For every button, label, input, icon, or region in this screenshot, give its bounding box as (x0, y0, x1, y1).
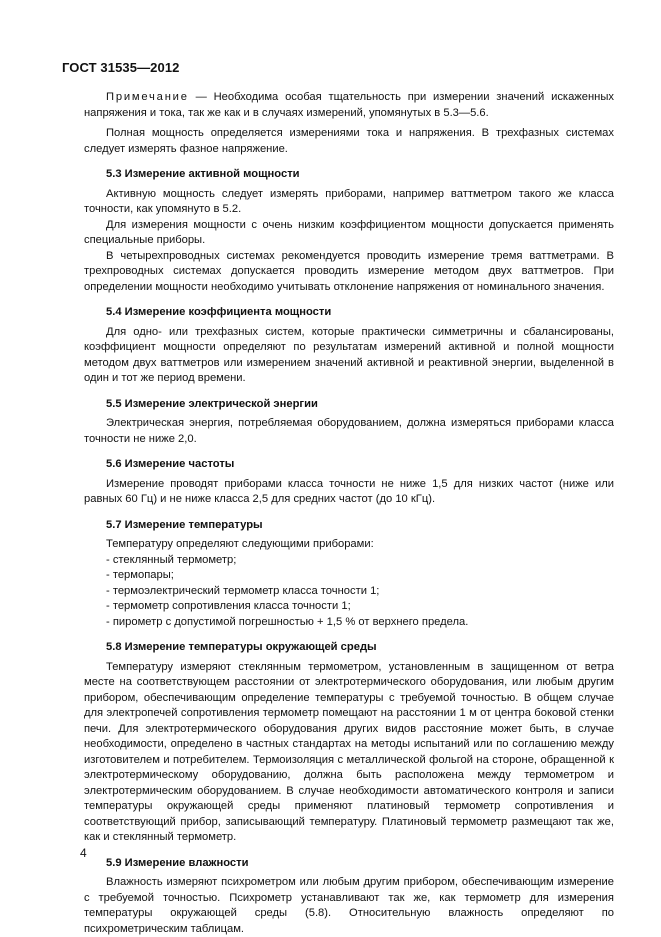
paragraph: Для измерения мощности с очень низким коэффициентом мощности допускается применять специальные приборы. (84, 218, 614, 246)
instrument-list (84, 553, 614, 631)
note-paragraph (84, 90, 614, 121)
intro-paragraph: Полная мощность определяется измерениями тока и напряжения. В трехфазных системах следует измерять фазное напряжение. (84, 127, 614, 155)
paragraph: Электрическая энергия, потребляемая оборудованием, должна измеряться приборами класса точности не ниже 2,0. (84, 417, 614, 445)
paragraph: В четырехпроводных системах рекомендуется проводить измерение тремя ваттметрами. В трехпроводных системах допускается проводить измерение методом двух ваттметров. При определении мощности необходимо учитывать отклонение напряжения от номинального значения. (84, 249, 614, 293)
list-item: - стеклянный термометр; (106, 553, 237, 566)
section-heading-5-6: 5.6 Измерение частоты (106, 458, 235, 470)
page-number: 4 (80, 846, 87, 860)
paragraph: Влажность измеряют психрометром или любым другим прибором, обеспечивающим измерение с требуемой точностью. Психрометр устанавливают так же, как термометр для измерения температуры окружающей среды (5.8). Относительную влажность определяют по психрометрическим таблицам. (84, 876, 614, 935)
note-text: — Необходима особая тщательность при измерении значений искаженных напряжения и тока, так же как и в случаях измерений, упомянутых в 5.3—5.6. (84, 91, 614, 119)
page-header: ГОСТ 31535—2012 (62, 60, 180, 75)
note-label: Примечание (106, 91, 189, 103)
section-heading-5-5: 5.5 Измерение электрической энергии (106, 397, 318, 410)
section-heading-5-3: 5.3 Измерение активной мощности (106, 168, 300, 180)
section-heading-5-8: 5.8 Измерение температуры окружающей среды (106, 641, 377, 653)
paragraph: Температуру определяют следующими приборами: (106, 538, 374, 550)
list-item: - термопары; (106, 569, 174, 581)
list-item: - пирометр с допустимой погрешностью + 1,5 % от верхнего предела. (106, 615, 469, 628)
section-heading-5-4: 5.4 Измерение коэффициента мощности (106, 306, 332, 318)
section-heading-5-7: 5.7 Измерение температуры (106, 518, 263, 531)
paragraph: Температуру измеряют стеклянным термометром, установленным в защищенном от ветра месте на соответствующем расстоянии от электротермического оборудования, или любым другим прибором, обеспечивающим определение температуры с требуемой точностью. В общем случае для электропечей сопротивления термометр помещают на расстоянии 1 м от центра боковой стенки печи. Для электротермического оборудования других видов расстояние может быть, в случае необходимости, определено в частных стандартах на методы испытаний или по соглашению между изготовителем и потребителем. Термоизоляция с металлической фольгой на стороне, обращенной к электротермическому оборудованию, должна быть расположена между термометром и электротермическим оборудованием. В случае необходимости автоматического контроля и записи температуры окружающей среды применяют платиновый термометр сопротивления и соответствующий прибор, записывающий температуру. Платиновый термометр размещают так же, как и стеклянный термометр. (84, 660, 614, 843)
paragraph: Активную мощность следует измерять приборами, например ваттметром такого же класса точности, как упомянуто в 5.2. (84, 187, 614, 215)
paragraph: Для одно- или трехфазных систем, которые практически симметричны и сбалансированы, коэффициент мощности определяют по результатам измерений активной и полной мощности методом двух ваттметров или измерением значений активной и реактивной энергии, выделенной в один и тот же период времени. (84, 325, 614, 384)
paragraph: Измерение проводят приборами класса точности не ниже 1,5 для низких частот (ниже или равных 60 Гц) и не ниже класса 2,5 для средних частот (до 10 кГц). (84, 477, 614, 505)
document-body (84, 90, 614, 937)
list-item: - термометр сопротивления класса точности 1; (106, 600, 351, 612)
section-heading-5-9: 5.9 Измерение влажности (106, 856, 249, 869)
list-item: - термоэлектрический термометр класса точности 1; (106, 584, 380, 597)
